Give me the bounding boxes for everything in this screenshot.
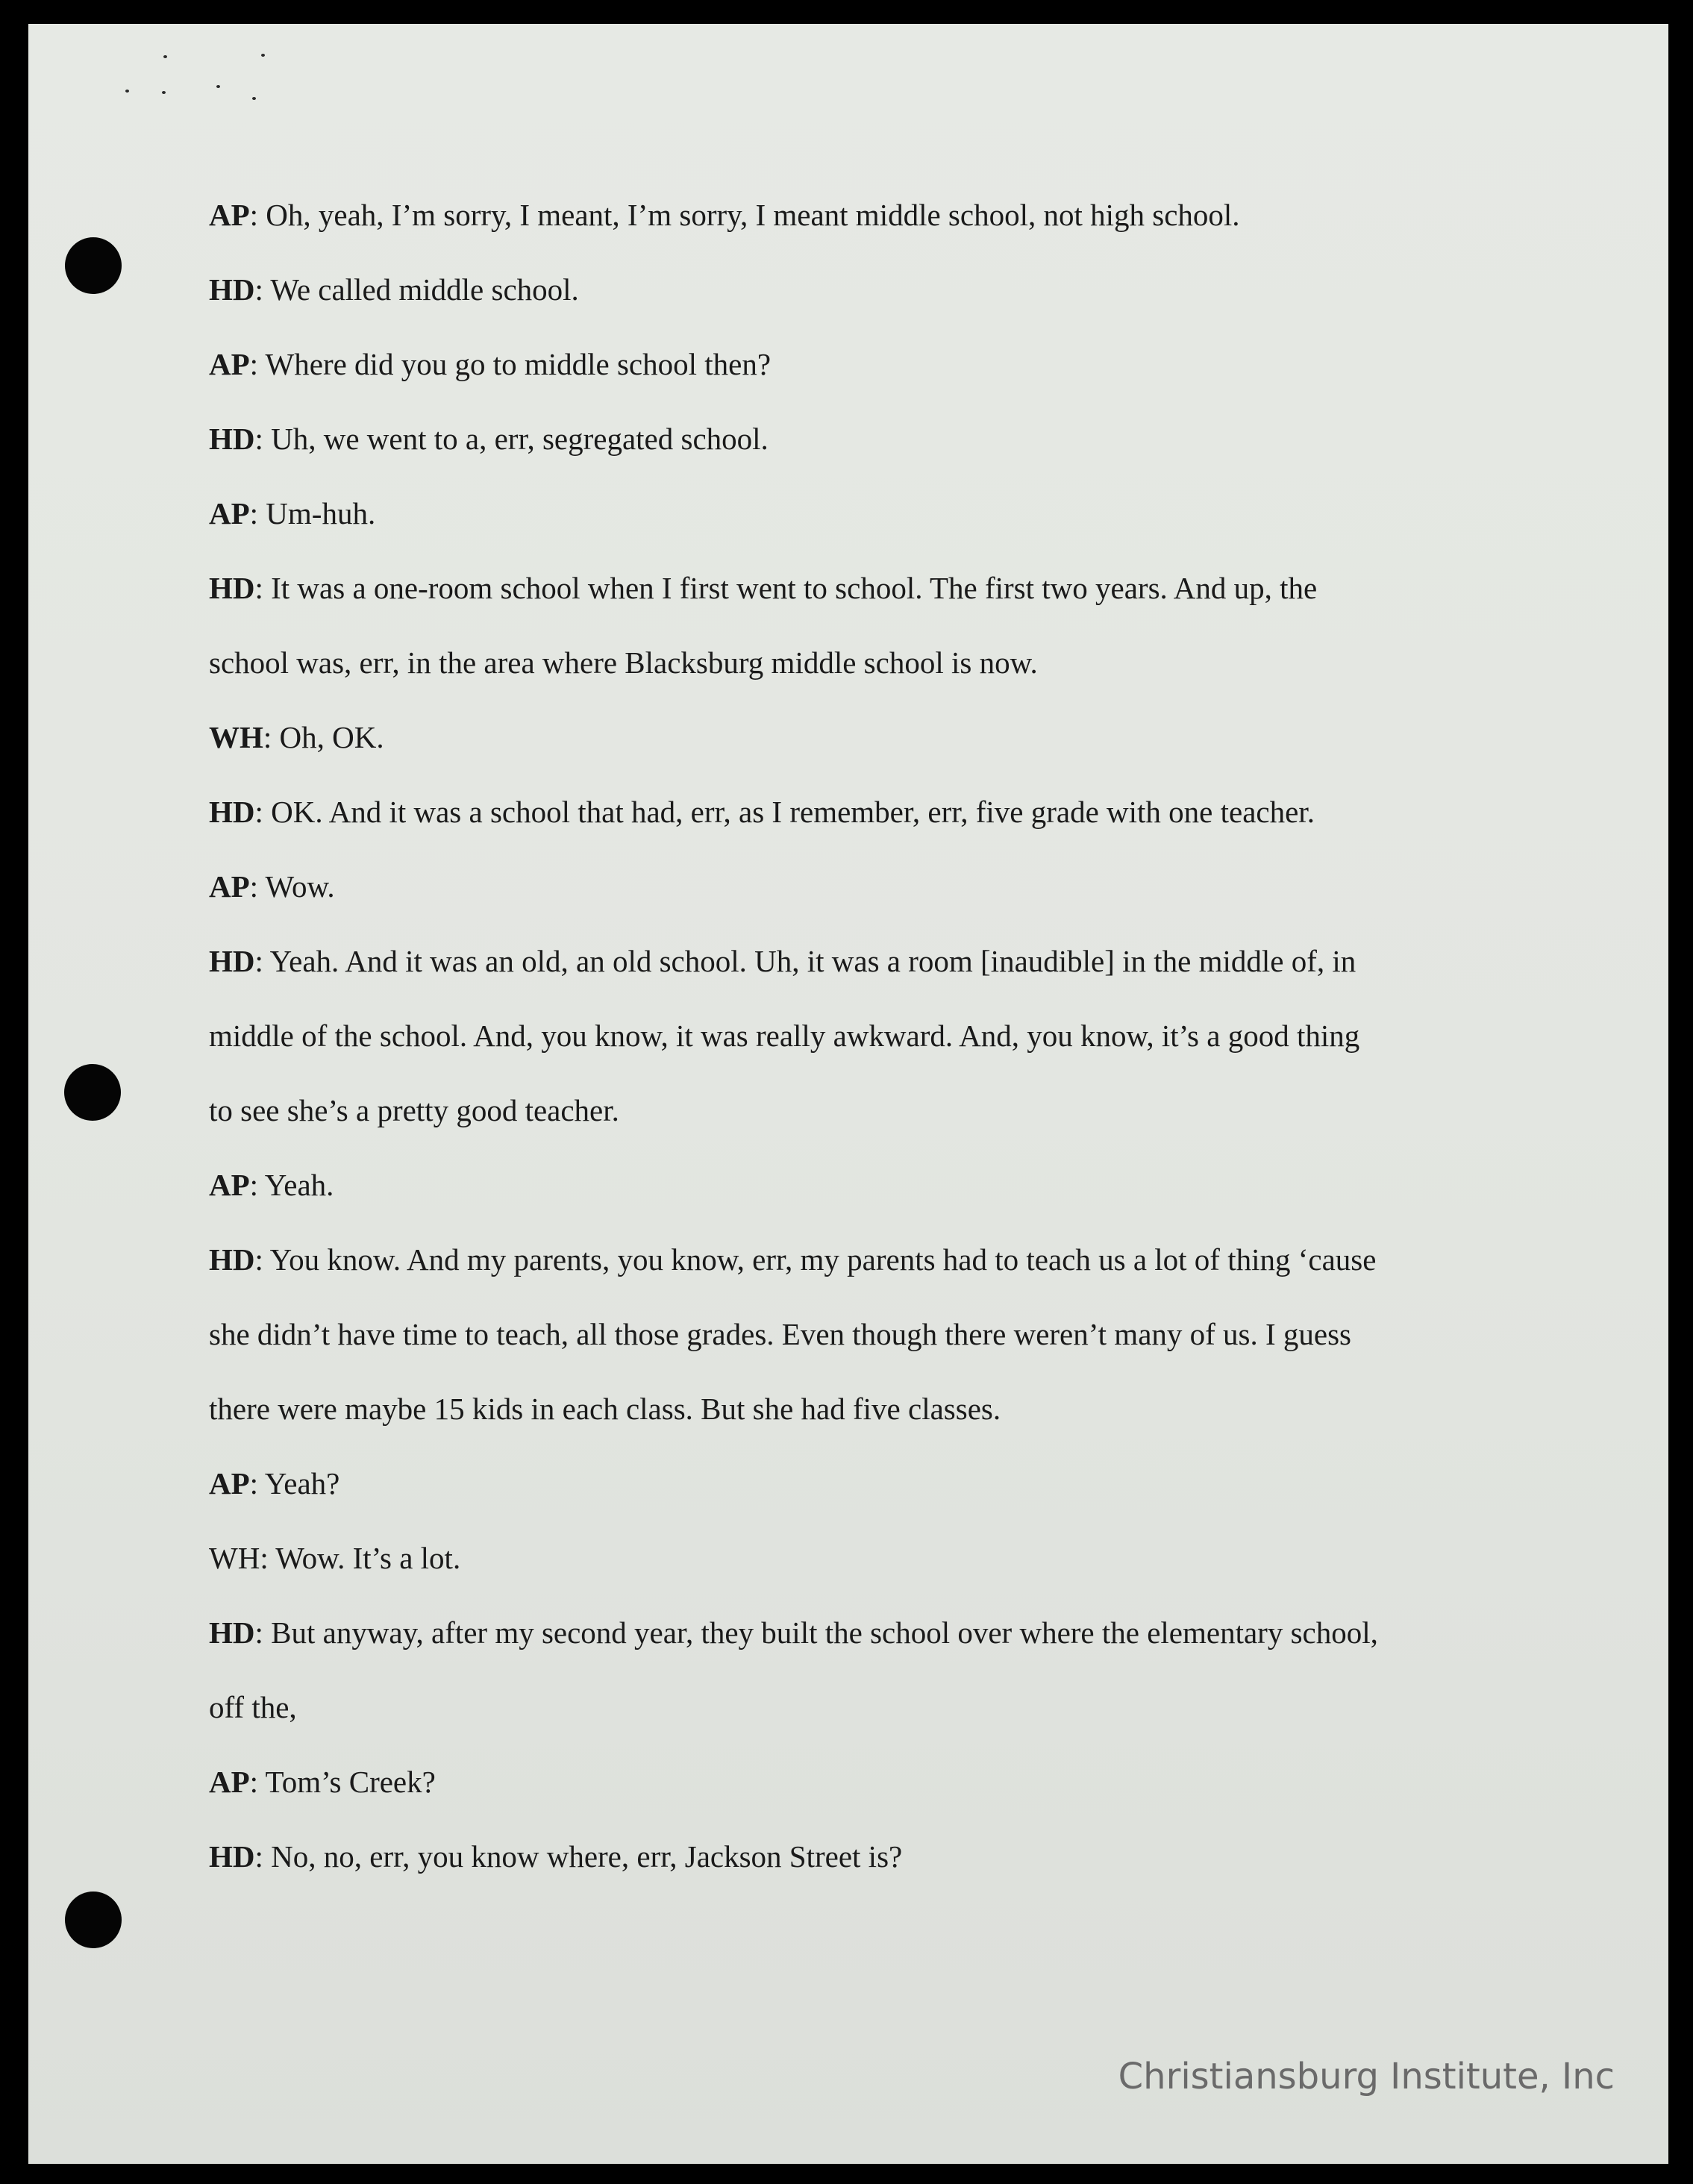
utterance-text: : We called middle school. bbox=[254, 272, 579, 307]
transcript-line bbox=[209, 342, 771, 387]
utterance-text: : But anyway, after my second year, they built the school over where the elementary school, bbox=[254, 1615, 1378, 1650]
utterance-text: : Yeah. bbox=[249, 1168, 334, 1202]
punch-hole-middle bbox=[64, 1064, 121, 1121]
utterance-text: : Yeah. And it was an old, an old school. Uh, it was a room [inaudible] in the middle of, in bbox=[254, 944, 1356, 978]
transcript-line bbox=[209, 1163, 334, 1207]
speaker-label: AP bbox=[209, 198, 250, 232]
utterance-text: : You know. And my parents, you know, err, my parents had to teach us a lot of thing ‘cause bbox=[254, 1242, 1377, 1277]
speaker-label: AP bbox=[209, 1168, 250, 1202]
transcript-line bbox=[209, 1536, 460, 1580]
paper-speck bbox=[162, 91, 166, 94]
utterance-text: : No, no, err, you know where, err, Jackson Street is? bbox=[254, 1839, 903, 1874]
transcript-line bbox=[209, 715, 384, 760]
utterance-text: there were maybe 15 kids in each class. But she had five classes. bbox=[209, 1392, 1001, 1426]
speaker-label: HD bbox=[209, 571, 255, 605]
speaker-label: HD bbox=[209, 1839, 255, 1874]
utterance-text: : Wow. bbox=[249, 869, 335, 904]
speaker-label: AP bbox=[209, 496, 250, 531]
speaker-label: HD bbox=[209, 1615, 255, 1650]
speaker-label: WH bbox=[209, 720, 263, 754]
speaker-label: HD bbox=[209, 272, 255, 307]
utterance-text: : OK. And it was a school that had, err, as I remember, err, five grade with one teacher. bbox=[254, 795, 1315, 829]
speaker-label: AP bbox=[209, 347, 250, 381]
utterance-text: : Oh, yeah, I’m sorry, I meant, I’m sorry, I meant middle school, not high school. bbox=[249, 198, 1240, 232]
speaker-label: HD bbox=[209, 422, 255, 456]
speaker-label: HD bbox=[209, 795, 255, 829]
transcript-line bbox=[209, 1834, 902, 1879]
utterance-text: off the, bbox=[209, 1690, 297, 1724]
speaker-label: AP bbox=[209, 1466, 250, 1501]
utterance-text: : Where did you go to middle school then? bbox=[249, 347, 772, 381]
transcript-line bbox=[209, 1461, 339, 1506]
transcript-line bbox=[209, 1013, 1359, 1058]
transcript-line bbox=[209, 1386, 1001, 1431]
punch-hole-top bbox=[65, 237, 122, 294]
speaker-label: HD bbox=[209, 1242, 255, 1277]
transcript-line bbox=[209, 267, 579, 312]
paper-speck bbox=[261, 54, 265, 57]
transcript-line bbox=[209, 789, 1315, 834]
transcript-line bbox=[209, 491, 375, 536]
paper-speck bbox=[163, 55, 167, 58]
watermark: Christiansburg Institute, Inc bbox=[1118, 2056, 1615, 2097]
paper-speck bbox=[216, 85, 220, 88]
utterance-text: : It was a one-room school when I first went to school. The first two years. And up, the bbox=[254, 571, 1318, 605]
transcript-line bbox=[209, 1685, 297, 1730]
speaker-label: AP bbox=[209, 869, 250, 904]
utterance-text: : Tom’s Creek? bbox=[249, 1765, 436, 1799]
utterance-text: to see she’s a pretty good teacher. bbox=[209, 1093, 619, 1127]
utterance-text: : Uh, we went to a, err, segregated school. bbox=[254, 422, 769, 456]
utterance-text: she didn’t have time to teach, all those grades. Even though there weren’t many of us. I guess bbox=[209, 1317, 1352, 1351]
speaker-label: HD bbox=[209, 944, 255, 978]
transcript-line bbox=[209, 1088, 619, 1133]
utterance-text: : Yeah? bbox=[249, 1466, 340, 1501]
transcript-line bbox=[209, 1759, 436, 1804]
transcript-line bbox=[209, 1237, 1376, 1282]
transcript-line bbox=[209, 1610, 1378, 1655]
utterance-text: school was, err, in the area where Blacksburg middle school is now. bbox=[209, 645, 1038, 680]
speaker-label: AP bbox=[209, 1765, 250, 1799]
utterance-text: : Wow. It’s a lot. bbox=[260, 1541, 461, 1575]
punch-hole-bottom bbox=[65, 1892, 122, 1948]
transcript-line bbox=[209, 1312, 1351, 1357]
paper-speck bbox=[125, 90, 129, 93]
transcript-line bbox=[209, 640, 1038, 685]
transcript-line bbox=[209, 193, 1240, 237]
paper-speck bbox=[252, 97, 256, 100]
utterance-text: middle of the school. And, you know, it was really awkward. And, you know, it’s a good thing bbox=[209, 1019, 1360, 1053]
transcript-line bbox=[209, 939, 1356, 983]
transcript-line bbox=[209, 416, 769, 461]
transcript-line bbox=[209, 566, 1317, 610]
transcript-line bbox=[209, 864, 335, 909]
utterance-text: : Oh, OK. bbox=[263, 720, 384, 754]
speaker-label: WH bbox=[209, 1541, 260, 1575]
utterance-text: : Um-huh. bbox=[249, 496, 376, 531]
